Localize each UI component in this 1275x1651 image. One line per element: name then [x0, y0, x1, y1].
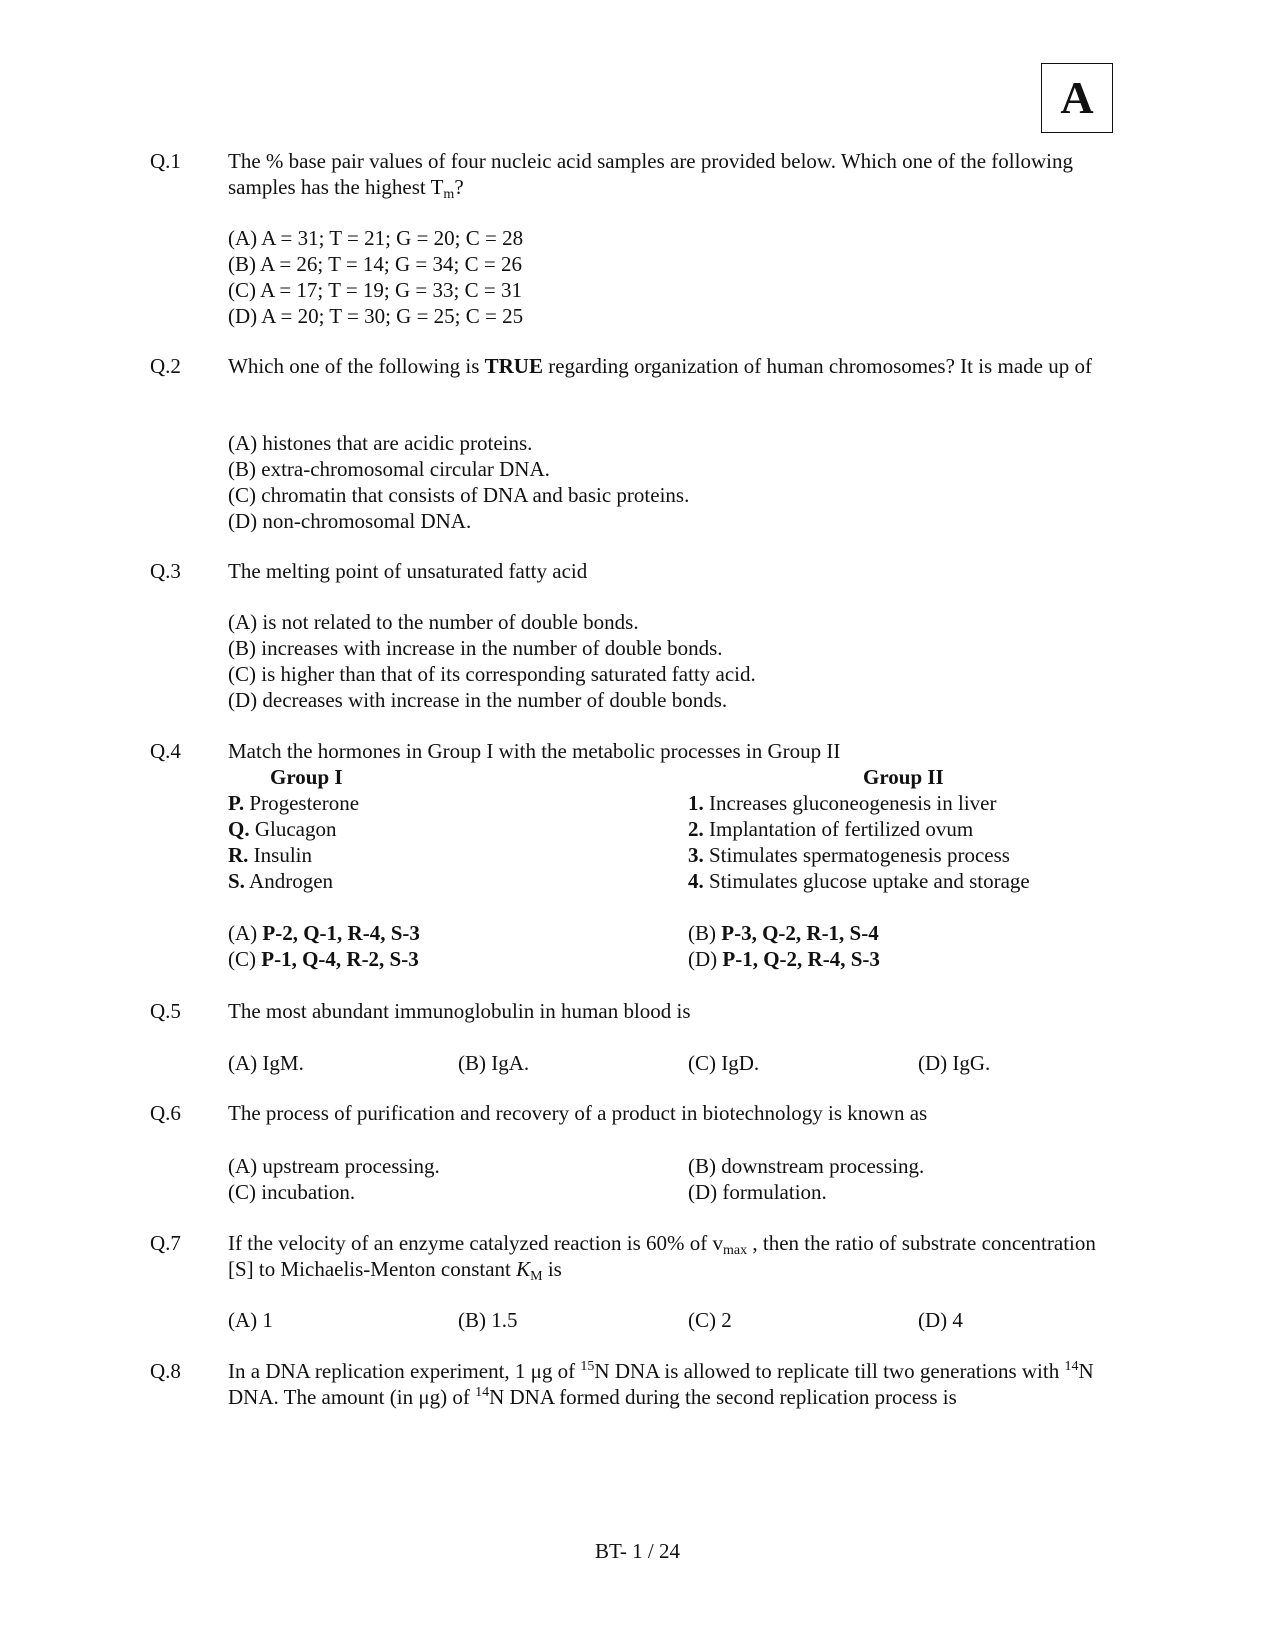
question-number: Q.7: [150, 1231, 181, 1255]
option-label: (A): [228, 921, 263, 945]
emphasis-true: TRUE: [484, 354, 543, 378]
subscript: M: [530, 1269, 543, 1284]
option-a: (A) upstream processing.: [228, 1154, 440, 1178]
option-d: (D) A = 20; T = 30; G = 25; C = 25: [228, 304, 524, 328]
item-value: Glucagon: [249, 817, 337, 841]
group-1-item: [228, 868, 333, 894]
item-value: Implantation of fertilized ovum: [703, 817, 974, 841]
question-text-part: In a DNA replication experiment, 1 μg of: [228, 1359, 581, 1383]
group-1-item: [228, 842, 312, 868]
set-code-box: A: [1041, 63, 1113, 133]
question-text: The process of purification and recovery of a product in biotechnology is known as: [228, 1101, 928, 1125]
option-value: P-1, Q-4, R-2, S-3: [261, 947, 419, 971]
option-value: P-1, Q-2, R-4, S-3: [722, 947, 880, 971]
group-1-item: [228, 816, 337, 842]
question-text-part: N DNA. The amount (in μg) of: [228, 1359, 1094, 1409]
item-key: R.: [228, 843, 249, 867]
question-number: Q.5: [150, 999, 181, 1023]
question-text: [228, 353, 1108, 379]
question-text-part: , then the ratio of substrate concentration [S] to Michaelis-Menton constant: [228, 1231, 1096, 1281]
question-number: Q.3: [150, 559, 181, 583]
item-value: Progesterone: [244, 791, 360, 815]
item-value: Insulin: [248, 843, 313, 867]
question-text: Match the hormones in Group I with the metabolic processes in Group II: [228, 739, 841, 763]
subscript: max: [723, 1243, 748, 1258]
group-1-header: Group I: [270, 765, 343, 789]
option-d: (D) IgG.: [918, 1051, 991, 1075]
item-key: P.: [228, 791, 245, 815]
options-list: [228, 1307, 1108, 1333]
option-b: (B) downstream processing.: [688, 1154, 925, 1178]
group-1-item: [228, 790, 359, 816]
item-value: Stimulates glucose uptake and storage: [703, 869, 1030, 893]
option-label: (B): [688, 921, 722, 945]
option-c: (C) 2: [688, 1308, 732, 1332]
superscript: 14: [475, 1385, 490, 1400]
option-d: (D) 4: [918, 1308, 963, 1332]
item-key: 3.: [688, 843, 704, 867]
option-c: [228, 946, 419, 972]
option-a: (A) 1: [228, 1308, 273, 1332]
item-key: Q.: [228, 817, 250, 841]
km-symbol: K: [516, 1257, 531, 1281]
question-number: Q.8: [150, 1359, 181, 1383]
option-value: P-2, Q-1, R-4, S-3: [262, 921, 420, 945]
options-list: [228, 1153, 1108, 1205]
question-text-part: regarding organization of human chromosomes? It is made up of: [542, 354, 1092, 378]
group-2-item: [688, 790, 996, 816]
question-number: Q.4: [150, 739, 181, 763]
question-number: Q.2: [150, 354, 181, 378]
question-text-part: N DNA is allowed to replicate till two generations with: [594, 1359, 1065, 1383]
option-b: (B) A = 26; T = 14; G = 34; C = 26: [228, 252, 522, 276]
superscript: 14: [1064, 1359, 1079, 1374]
option-value: P-3, Q-2, R-1, S-4: [721, 921, 879, 945]
question-text-part: The % base pair values of four nucleic acid samples are provided below. Which one of the following samples has the highest T: [228, 149, 1073, 199]
group-2-header: Group II: [863, 765, 944, 789]
group-2-item: [688, 816, 973, 842]
question-text: [228, 148, 1108, 200]
superscript: 15: [580, 1359, 595, 1374]
question-text-part: If the velocity of an enzyme catalyzed reaction is 60% of v: [228, 1231, 724, 1255]
option-a: (A) histones that are acidic proteins.: [228, 431, 533, 455]
item-value: Increases gluconeogenesis in liver: [703, 791, 997, 815]
option-b: (B) increases with increase in the number of double bonds.: [228, 636, 723, 660]
item-key: S.: [228, 869, 245, 893]
question-number: Q.6: [150, 1101, 181, 1125]
page-footer: BT- 1 / 24: [595, 1539, 680, 1563]
option-b: [688, 920, 879, 946]
options-list: [228, 1050, 1108, 1076]
match-table: [228, 764, 1108, 894]
options-list: [228, 430, 1108, 534]
item-key: 4.: [688, 869, 704, 893]
question-text: The most abundant immunoglobulin in human blood is: [228, 999, 691, 1023]
options-list: [228, 609, 1108, 713]
option-b: (B) extra-chromosomal circular DNA.: [228, 457, 550, 481]
item-value: Androgen: [244, 869, 334, 893]
option-label: (C): [228, 947, 262, 971]
option-label: (D): [688, 947, 723, 971]
option-a: (A) A = 31; T = 21; G = 20; C = 28: [228, 226, 524, 250]
options-list: [228, 225, 1108, 329]
question-text-part: N DNA formed during the second replication process is: [489, 1385, 957, 1409]
subscript: m: [443, 187, 455, 202]
group-2-item: [688, 842, 1010, 868]
question-text-part: ?: [454, 175, 464, 199]
option-d: (D) non-chromosomal DNA.: [228, 509, 472, 533]
question-text: [228, 1358, 1108, 1410]
group-2-item: [688, 868, 1030, 894]
option-b: (B) IgA.: [458, 1051, 530, 1075]
option-a: (A) IgM.: [228, 1051, 304, 1075]
options-list: [228, 920, 1108, 972]
option-c: (C) incubation.: [228, 1180, 356, 1204]
option-c: (C) chromatin that consists of DNA and basic proteins.: [228, 483, 690, 507]
option-c: (C) is higher than that of its corresponding saturated fatty acid.: [228, 662, 756, 686]
option-d: (D) decreases with increase in the number of double bonds.: [228, 688, 728, 712]
item-key: 2.: [688, 817, 704, 841]
question-text: The melting point of unsaturated fatty acid: [228, 559, 588, 583]
item-value: Stimulates spermatogenesis process: [703, 843, 1010, 867]
option-a: [228, 920, 420, 946]
option-d: (D) formulation.: [688, 1180, 827, 1204]
option-a: (A) is not related to the number of double bonds.: [228, 610, 639, 634]
option-c: (C) IgD.: [688, 1051, 760, 1075]
option-d: [688, 946, 880, 972]
option-c: (C) A = 17; T = 19; G = 33; C = 31: [228, 278, 522, 302]
item-key: 1.: [688, 791, 704, 815]
option-b: (B) 1.5: [458, 1308, 518, 1332]
question-text-part: is: [542, 1257, 562, 1281]
question-number: Q.1: [150, 149, 181, 173]
question-text: [228, 1230, 1108, 1282]
question-text-part: Which one of the following is: [228, 354, 485, 378]
